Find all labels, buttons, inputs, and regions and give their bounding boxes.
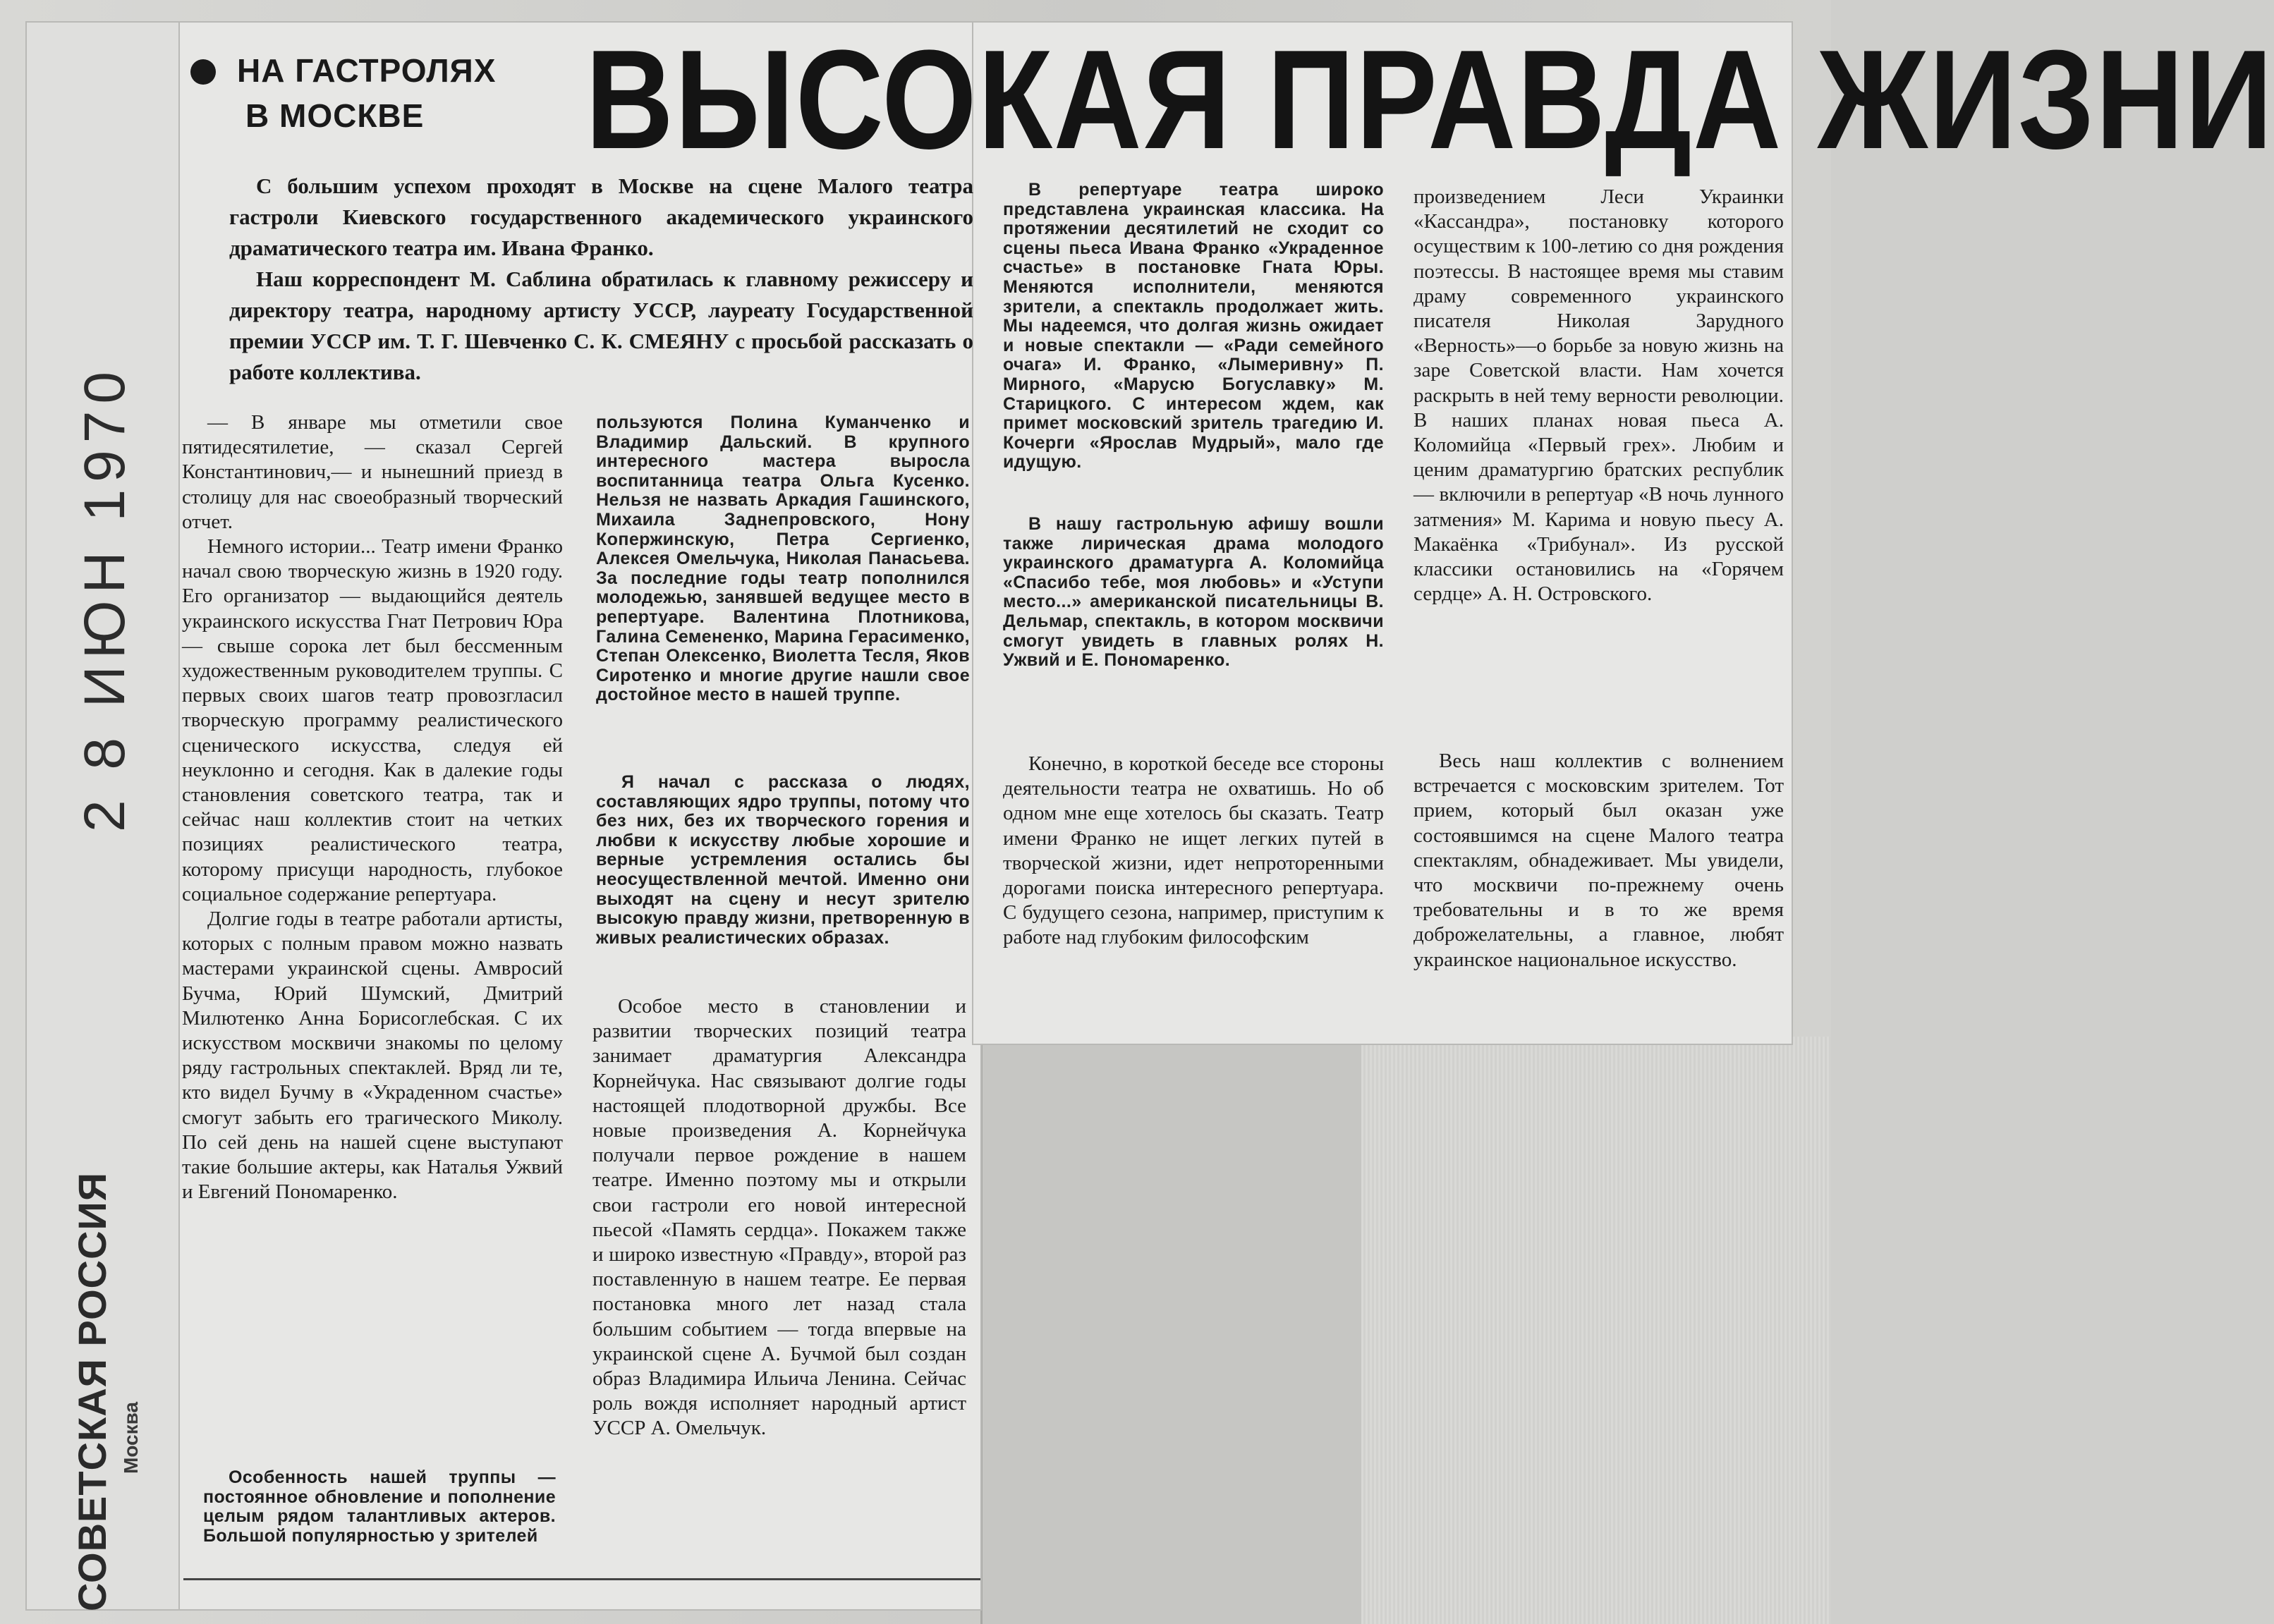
rubric (190, 48, 557, 138)
paragraph-history: Немного истории... Театр имени Франко начал свою творческую жизнь в 1920 году. Его организатор — выдающийся деятель украинского искусства Гнат Петрович Юра — свыше сорока лет был бессменным художественным руководителем труппы. С первых своих шагов театр провозгласил творческую программу реалистического сценического искусства, следуя ей неуклонно и сегодня. Как в далекие годы становления советского театра, так и сейчас наш коллектив стоит на четких позициях реалистического театра, которому присущи народность, глубокое социальное содержание репертуара. (182, 535, 563, 905)
column-2-people (596, 773, 970, 948)
column-3-tour (1003, 515, 1384, 671)
mounting-board (980, 1044, 1361, 1624)
paragraph-future-plans: произведением Леси Украинки «Кассандра», постановку которого осуществим к 100-летию со дня рождения поэтессы. В настоящее время мы ставим драму современного украинского писателя Николая Зарудного «Верность»—о борьбе за новую жизнь на заре Советской власти. Нам хочется раскрыть в ней тему верности революции. В наших планах новая пьеса А. Коломийца «Первый грех». Любим и ценим драматургию братских республик — включили в репертуар «В ночь лунного затмения» М. Карима и новую пьесу А. Макаёнка «Трибунал». Из русской классики остановились на «Горячем сердце» А. Н. Островского. (1413, 185, 1784, 606)
paragraph-masters: Долгие годы в театре работали артисты, которых с полным правом можно назвать мастерами украинской сцены. Амвросий Бучма, Юрий Шумский, Дмитрий Милютенко Анна Борисоглебская. С их искусством москвичи знакомы по целому ряду гастрольных спектаклей. Вряд ли те, кто видел Бучму в «Украденном счастье» смогут забыть его трагического Миколу. По сей день на нашей сцене выступают такие большие актеры, как Наталья Ужвий и Евгений Пономаренко. (182, 908, 563, 1204)
paragraph-korneychuk: Особое место в становлении и развитии творческих позиций театра занимает драматургия Александра Корнейчука. Нас связывают долгие годы настоящей плодотворной дружбы. Все новые произведения А. Корнейчука получали первое рождение в нашем театре. Именно поэтому мы и открыли свои гастроли его новой интересной пьесой «Память сердца». Покажем также и широко известную «Правду», второй раз поставленную в нашем театре. Ее первая постановка много лет назад стала большим событием — тогда впервые на украинской сцене А. Бучмой был создан образ Владимира Ильича Ленина. Сейчас роль вождя исполняет народный артист УССР А. Омельчук. (592, 995, 966, 1440)
city-stamp: Москва (120, 1401, 142, 1474)
paragraph-classics: В репертуаре театра широко представлена украинская классика. На протяжении десятилетий не сходит со сцены пьеса Ивана Франко «Украденное счастье» в постановке Гната Юры. Меняются исполнители, меняются зрители, а спектакль продолжает жить. Мы надеемся, что долгая жизнь ожидает и новые спектакли — «Ради семейного очага» И. Франко, «Лымеривну» П. Мирного, «Марусю Богуславку» М. Старицкого. С интересом ждем, как примет московский зритель трагедию И. Кочерги «Ярослав Мудрый», мало где идущую. (1003, 180, 1384, 472)
lead-paragraph (229, 171, 973, 388)
bottom-rule (183, 1578, 980, 1580)
paragraph-closing: Весь наш коллектив с волнением встречается с московским зрителем. Тот прием, который был оказан уже состоявшимся на сцене Малого театра спектаклям, обнадеживает. Мы увидели, что москвичи по-прежнему очень требовательны и в то же время доброжелательны, а главное, любят украинское национальное искусство. (1413, 750, 1784, 971)
rubric-line-2: В МОСКВЕ (245, 97, 425, 134)
column-1 (182, 410, 563, 1205)
paragraph-people: Я начал с рассказа о людях, составляющих ядро труппы, потому что без них, без их творческого горения и любви к искусству любые хорошие и верные устремления остались бы неосуществленной мечтой. Именно они выходят на сцену и несут зрителю высокую правду жизни, претворенную в живых реалистических образах. (596, 772, 970, 948)
paragraph-troupe-renewal: Особенность нашей труппы — постоянное обновление и пополнение целым рядом талантливых актеров. Большой популярностью у зрителей (203, 1467, 556, 1546)
rubric-line-1: НА ГАСТРОЛЯХ (237, 52, 497, 89)
paragraph-tour-poster: В нашу гастрольную афишу вошли также лирическая драма молодого украинского драматурга А. Коломийца «Спасибо тебе, моя любовь» и «Уступи место...» американской писательницы В. Дельмар, спектакль, в котором москвичи смогут увидеть в главных ролях Н. Ужвий и Е. Пономаренко. (1003, 514, 1384, 671)
column-3-plans (1003, 752, 1384, 951)
lead-correspondent: Наш корреспондент М. Саблина обратилась к главному режиссеру и директору театра, народному артисту УССР, лауреату Государственной премии УССР им. Т. Г. Шевченко С. К. СМЕЯНУ с просьбой рассказать о работе коллектива. (229, 267, 973, 384)
bullet-icon (190, 59, 216, 85)
lead-intro: С большим успехом проходят в Москве на сцене Малого театра гастроли Киевского государственного академического украинского драматического театра им. Ивана Франко. (229, 173, 973, 260)
column-2-korneychuk (592, 994, 966, 1441)
paragraph-actors: пользуются Полина Куманченко и Владимир Дальский. В крупного интересного мастера выросла воспитанница театра Ольга Кусенко. Нельзя не назвать Аркадия Гашинского, Михаила Заднепровского, Нону Копержинскую, Петра Сергиенко, Алексея Омельчука, Николая Панасьева. За последние годы театр пополнился молодежью, занявшей ведущее место в репертуаре. Валентина Плотникова, Галина Семененко, Марина Герасименко, Степан Олексенко, Виолетта Тесля, Яков Сиротенко и многие другие нашли свое достойное место в нашей труппе. (596, 413, 970, 705)
mounting-board-textured (1361, 1037, 1831, 1624)
column-2-actors (596, 413, 970, 705)
source-stamp: СОВЕТСКАЯ РОССИЯ (70, 1171, 114, 1611)
column-4-plans (1413, 185, 1784, 606)
headline: ВЫСОКАЯ ПРАВДА ЖИЗНИ (585, 21, 2274, 178)
column-4-closing (1413, 749, 1784, 972)
column-1-footer (203, 1468, 556, 1546)
paragraph-anniversary: — В январе мы отметили свое пятидесятилетие, — сказал Сергей Константинович,— и нынешний приезд в столицу для нас своеобразный творческий отчет. (182, 411, 563, 533)
paragraph-conclusion-start: Конечно, в короткой беседе все стороны деятельности театра не охватишь. Но об одном мне еще хотелось бы сказать. Театр имени Франко не ищет легких путей в творческой жизни, идет непроторенными дорогами поиска интересного репертуара. С будущего сезона, например, приступим к работе над глубоким философским (1003, 752, 1384, 949)
date-stamp: 2 8 ИЮН 1970 (73, 365, 137, 832)
column-3-repertoire (1003, 181, 1384, 472)
